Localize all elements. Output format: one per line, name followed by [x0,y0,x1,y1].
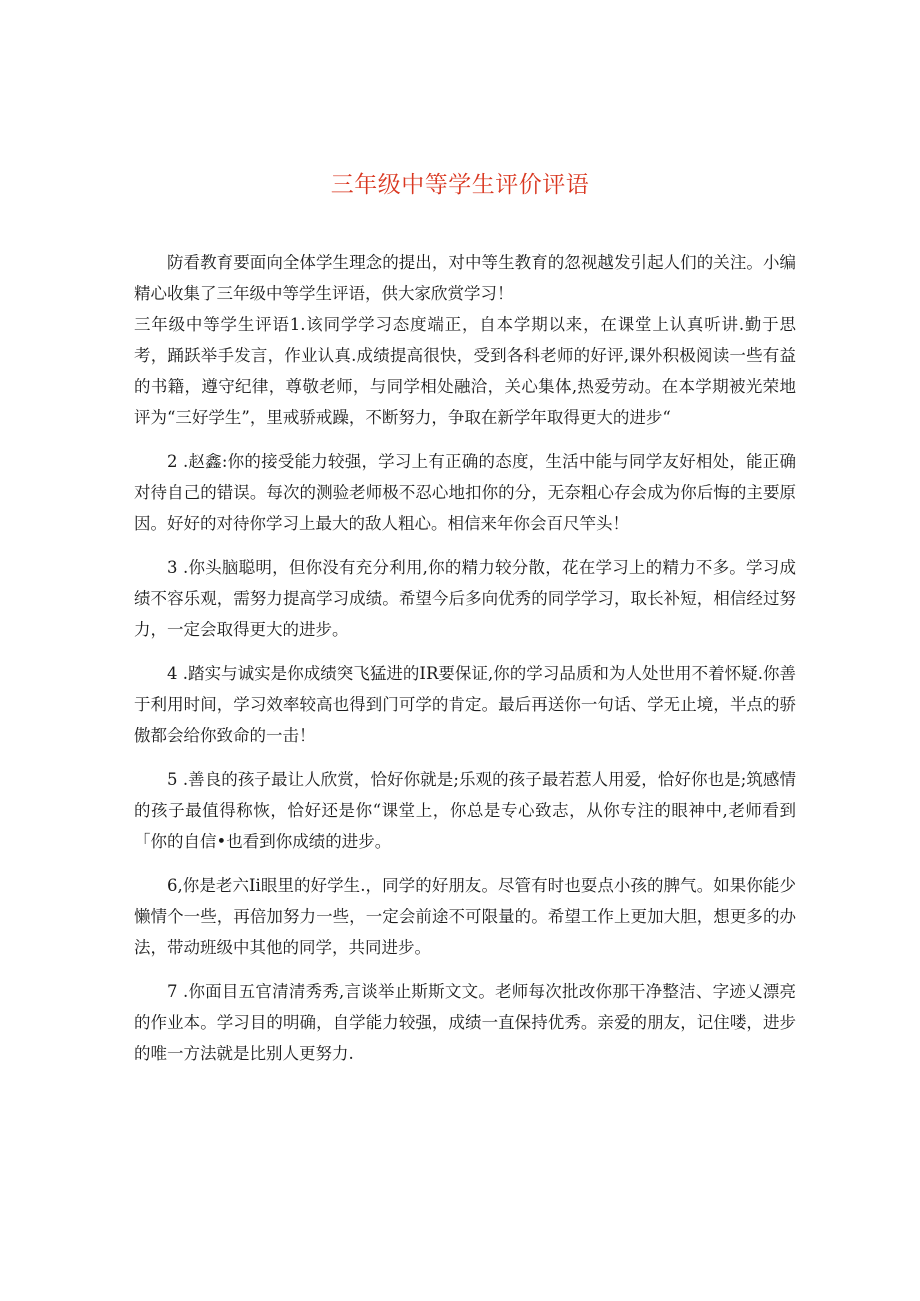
intro-paragraph: 防看教育要面向全体学生理念的提出，对中等生教育的忽视越发引起人们的关注。小编精心收集了三年级中等学生评语，供大家欣赏学习！ [134,253,796,303]
comment-paragraph-4: 4 .踏实与诚实是你成绩突飞猛进的IR要保证,你的学习品质和为人处世用不着怀疑.你善于利用时间，学习效率较高也得到门可学的肯定。最后再送你一句话、学无止境，半点的骄傲都会给你致命的一击！ [134,664,796,745]
comment-paragraph-6: 6,你是老六Ii眼里的好学生.，同学的好朋友。尽管有时也耍点小孩的脾气。如果你能少懒情个一些，再倍加努力一些，一定会前途不可限量的。希望工作上更加大胆，想更多的办法，带动班级中其他的同学，共同进步。 [134,876,796,957]
page-title: 三年级中等学生评价评语 [330,172,590,198]
document-body [134,247,796,1069]
comment-paragraph-2: 2 .赵鑫:你的接受能力较强，学习上有正确的态度，生活中能与同学友好相处，能正确对待自己的错误。每次的测验老师极不忍心地扣你的分，无奈粗心存会成为你后悔的主要原因。好好的对待你学习上最大的敌人粗心。相信来年你会百尺竿头！ [134,452,796,533]
comment-paragraph-3: 3 .你头脑聪明，但你没有充分利用,你的精力较分散，花在学习上的精力不多。学习成绩不容乐观，需努力提高学习成绩。希望今后多向优秀的同学学习，取长补短，相信经过努力，一定会取得更大的进步。 [134,558,796,639]
comment-paragraph-5: 5 .善良的孩子最让人欣赏，恰好你就是;乐观的孩子最若惹人用爱，恰好你也是;筑感情的孩子最值得称恢，恰好还是你“课堂上，你总是专心致志，从你专注的眼神中,老师看到「你的自信•也看到你成绩的进步。 [134,770,796,851]
comment-paragraph-1: 三年级中等学生评语1.该同学学习态度端正，自本学期以来，在课堂上认真听讲.勤于思考，踊跃举手发言，作业认真.成绩提高很快，受到各科老师的好评,课外积极阅读一些有益的书籍，遵守纪律，尊敬老师，与同学相处融洽，关心集体,热爱劳动。在本学期被光荣地评为“三好学生”，里戒骄戒躁，不断努力，争取在新学年取得更大的进步“ [134,315,796,427]
comment-paragraph-7: 7 .你面目五官清清秀秀,言谈举止斯斯文文。老师每次批改你那干净整洁、字迹乂漂亮的作业本。学习目的明确，自学能力较强，成绩一直保持优秀。亲爱的朋友，记住喽，进步的唯一方法就是比别人更努力. [134,982,796,1063]
